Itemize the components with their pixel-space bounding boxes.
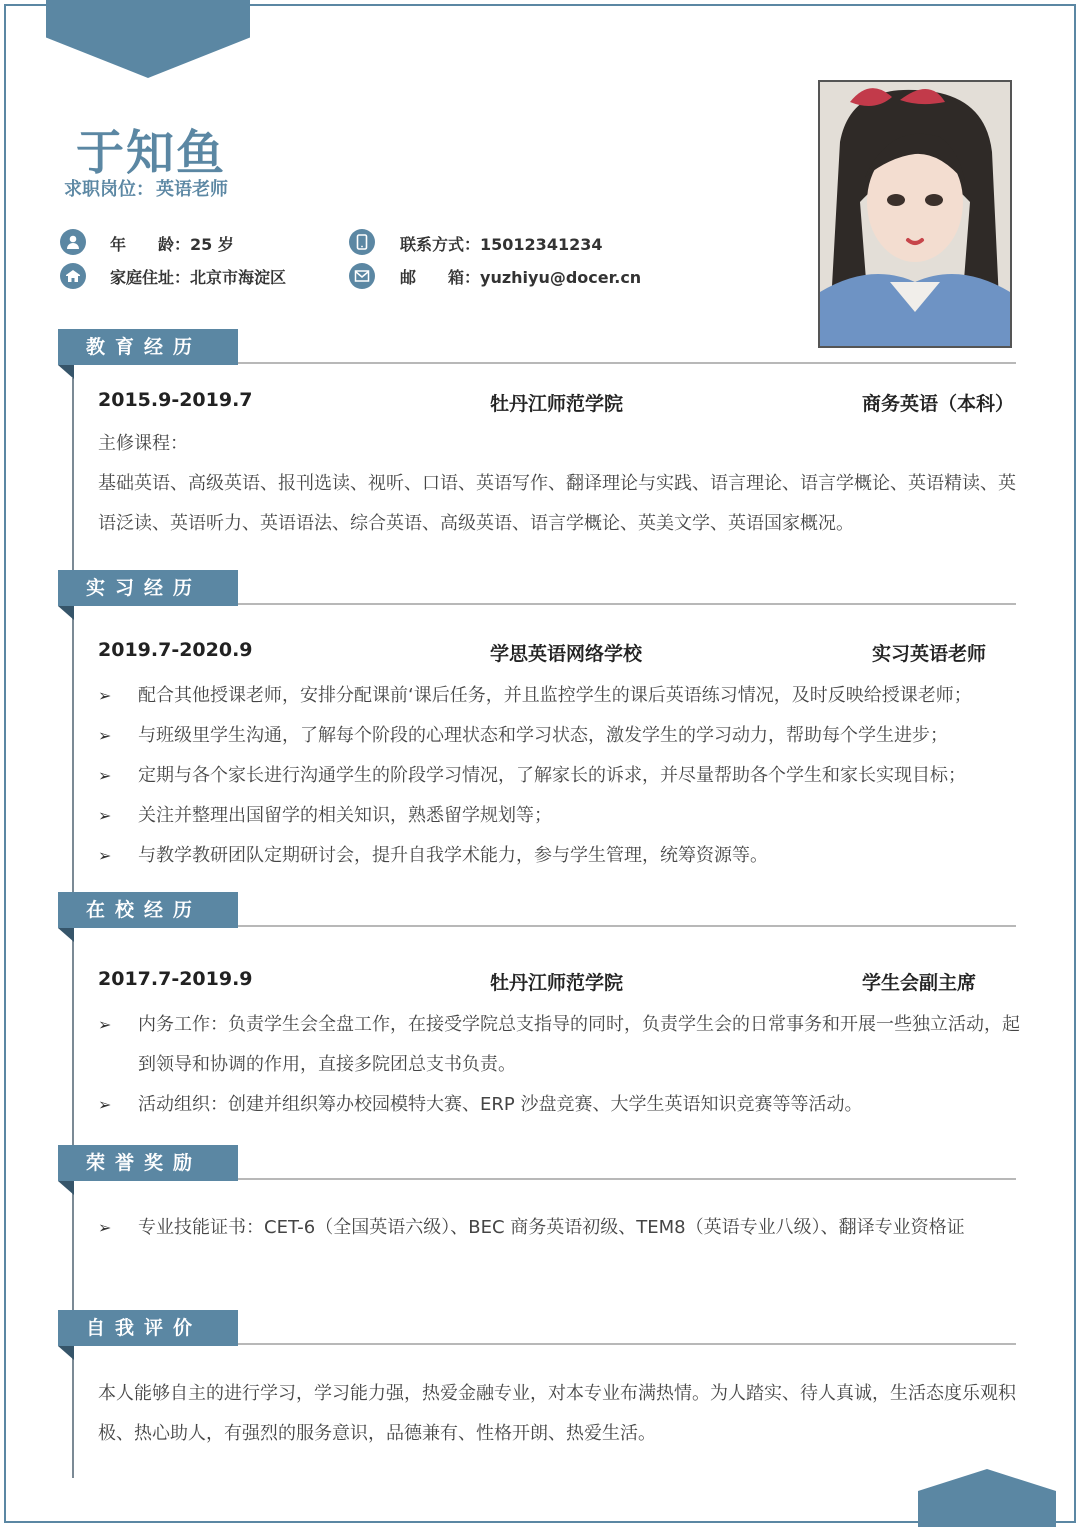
age-label: 年 龄： [110,235,191,254]
list-item: ➢ 专业技能证书：CET-6（全国英语六级）、BEC 商务英语初级、TEM8（英语专业八级）、翻译专业资格证 [98,1208,1028,1248]
address-label: 家庭住址： [110,268,191,287]
phone-field [400,232,602,255]
profile-photo [818,80,1012,348]
campus-date: 2017.7-2019.9 [98,968,253,990]
person-icon [60,229,86,255]
education-major: 商务英语（本科） [862,393,1015,415]
section-divider [238,925,1016,927]
self-evaluation-text: 本人能够自主的进行学习，学习能力强，热爱金融专业，对本专业布满热情。为人踏实、待人真诚，生活态度乐观积极、热心助人，有强烈的服务意识，品德兼有、性格开朗、热爱生活。 [98,1383,1016,1444]
bullet-arrow-icon: ➢ [98,1015,112,1034]
list-item: ➢ 关注并整理出国留学的相关知识，熟悉留学规划等； [98,796,1028,836]
section-title-campus: 在校经历 [58,892,238,928]
phone-value: 15012341234 [480,235,603,254]
section-title-honors: 荣誉奖励 [58,1145,238,1181]
age-value: 25 岁 [190,235,234,254]
list-item: ➢ 活动组织：创建并组织筹办校园模特大赛、ERP 沙盘竞赛、大学生英语知识竞赛等等活动。 [98,1085,1028,1125]
internship-role: 实习英语老师 [872,643,987,665]
internship-date: 2019.7-2020.9 [98,639,253,661]
job-label: 求职岗位： [64,179,154,200]
courses-label: 主修课程： [98,433,188,454]
internship-org: 学思英语网络学校 [490,643,643,665]
bullet-arrow-icon: ➢ [98,726,112,745]
list-item: ➢ 内务工作：负责学生会全盘工作，在接受学院总支指导的同时，负责学生会的日常事务和开展一些独立活动，起到领导和协调的作用，直接多院团总支书负责。 [98,1005,1028,1085]
list-item: ➢ 配合其他授课老师，安排分配课前‘课后任务，并且监控学生的课后英语练习情况，及时反映给授课老师； [98,676,1028,716]
courses-text: 基础英语、高级英语、报刊选读、视听、口语、英语写作、翻译理论与实践、语言理论、语言学概论、英语精读、英语泛读、英语听力、英语语法、综合英语、高级英语、语言学概论、英美文学、英语国家概况。 [98,473,1016,534]
email-field [400,265,641,288]
list-item: ➢ 定期与各个家长进行沟通学生的阶段学习情况，了解家长的诉求，并尽量帮助各个学生和家长实现目标； [98,756,1028,796]
email-value: yuzhiyu@docer.cn [480,268,642,287]
section-divider [238,1343,1016,1345]
email-label: 邮 箱： [400,268,481,287]
section-title-self-evaluation: 自我评价 [58,1310,238,1346]
section-divider [238,1178,1016,1180]
education-school: 牡丹江师范学院 [490,393,624,415]
bullet-arrow-icon: ➢ [98,806,112,825]
age-field [110,232,234,255]
list-item: ➢ 与班级里学生沟通，了解每个阶段的心理状态和学习状态，激发学生的学习动力，帮助每个学生进步； [98,716,1028,756]
bullet-arrow-icon: ➢ [98,1095,112,1114]
house-icon [60,263,86,289]
address-value: 北京市海淀区 [190,268,287,287]
section-title-internship: 实习经历 [58,570,238,606]
list-item: ➢ 与教学教研团队定期研讨会，提升自我学术能力，参与学生管理，统筹资源等。 [98,836,1028,876]
campus-org: 牡丹江师范学院 [490,972,624,994]
mail-icon [349,263,375,289]
education-date: 2015.9-2019.7 [98,389,253,411]
honors-list [98,1208,1028,1248]
job-objective [64,175,228,201]
campus-list [98,1005,1028,1125]
education-row [98,389,1018,415]
campus-role: 学生会副主席 [862,972,977,994]
internship-list [98,676,1028,876]
bullet-arrow-icon: ➢ [98,1218,112,1237]
section-divider [238,603,1016,605]
phone-icon [349,229,375,255]
job-value: 英语老师 [156,179,228,200]
address-field [110,265,286,288]
bullet-arrow-icon: ➢ [98,846,112,865]
candidate-name: 于知鱼 [76,125,227,181]
campus-row [98,968,1018,994]
section-title-education: 教育经历 [58,329,238,365]
internship-row [98,639,1018,665]
bullet-arrow-icon: ➢ [98,766,112,785]
phone-label: 联系方式： [400,235,481,254]
section-divider [238,362,1016,364]
bullet-arrow-icon: ➢ [98,686,112,705]
